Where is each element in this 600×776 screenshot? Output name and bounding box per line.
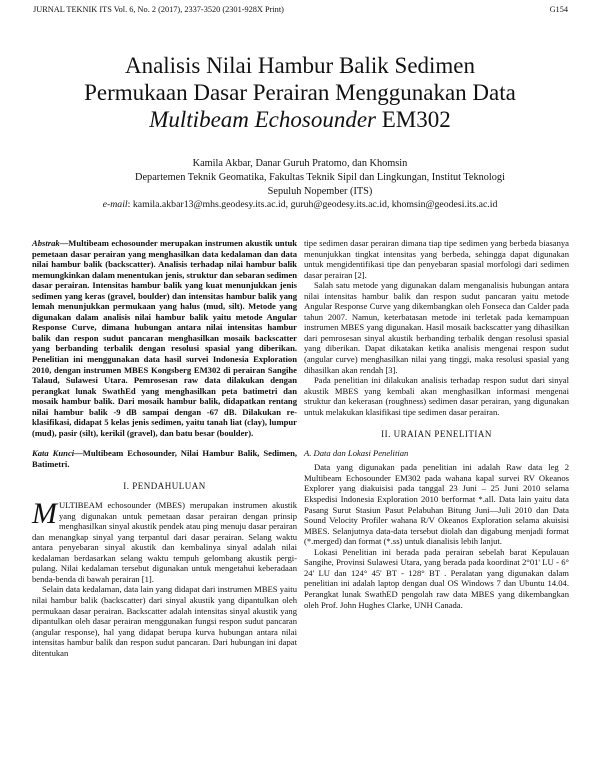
- subsection-a-heading: A. Data dan Lokasi Penelitian: [304, 447, 409, 458]
- title-line-3: [40, 107, 560, 133]
- keywords-label: Kata Kunci: [32, 448, 75, 459]
- right-paragraph-3: Pada penelitian ini dilakukan analisis terhadap respon sudut dari sinyal akustik MBES yang kembali akan menghasilkan informasi mengenai struktur dan kekerasan (roughness) sedimen dasar perairan, yang digunakan untuk melakukan klasifikasi tipe sedimen dasar perairan.: [304, 375, 569, 417]
- affiliation: Departemen Teknik Geomatika, Fakultas Teknik Sipil dan Lingkungan, Institut Teknologi Sepuluh Nopember (ITS): [135, 172, 505, 197]
- title-model: EM302: [376, 107, 451, 132]
- section-2-heading: II. URAIAN PENELITIAN: [381, 429, 492, 440]
- intro-paragraph-1: [32, 497, 297, 584]
- right-paragraph-4: Data yang digunakan pada penelitian ini adalah Raw data leg 2 Multibeam Echosounder EM302 pada wahana kapal survei RV Okeanos Explorer yang diakuisisi pada tanggal 23 Juni – 25 Juni 2010 selama Ekspedisi Indonesia Exploration 2010 berformat *.all. Data lain yaitu data Pasang Surut Stasiun Pasut Pelabuhan Bitung Juni—Juli 2010 dan Data Sound Velocity Profiler wahana R/V Okeanos Exploration selama akuisisi MBES. Selanjutnya data-data tersebut diolah dan digabung menjadi format (*.merged) dan format (*.ss) untuk dianalisis lebih lanjut.: [304, 462, 569, 547]
- page-code: G154: [549, 5, 568, 14]
- running-header: [33, 5, 568, 14]
- abstract-text: —Multibeam echosounder merupakan instrumen akustik untuk pemetaan dasar perairan yang menghasilkan data kedalaman dan data nilai hambur balik (backscatter). Analisis terhadap nilai hambur balik memungkinkan dalam menentukan jenis, struktur dan sebaran sedimen dasar perairan. Intensitas hambur balik yang kuat menunjukkan jenis sedimen yang keras (gravel, boulder) dan intensitas hambur balik yang lemah menunjukkan permukaan yang halus (mud, silt). Metode yang digunakan dalam analisis nilai hambur balik yaitu metode Angular Response Curve, dimana hubungan antara nilai intensitas hambur balik dan respon sudut pancaran menghasilkan mosaik backscatter yang berbanding terbalik dengan resolusi spasial yang diberikan. Penelitian ini menggunakan data hasil survei Indonesia Exploration 2010, dengan instrumen MBES Kongsberg EM302 di perairan Sangihe Talaud, Sulawesi Utara. Pemrosesan raw data dilakukan dengan perangkat lunak SwathEd yang menghasilkan peta batimetri dan mosaik hambur balik. Dari mosaik hambur balik, didapatkan rentang nilai hambur balik -9 dB sampai dengan -67 dB. Dilakukan re-klasifikasi, didapat 5 kelas jenis sedimen, yaitu tanah liat (clay), lumpur (mud), pasir (silt), kerikil (gravel), dan batu besar (boulder).: [32, 238, 297, 438]
- drop-cap: M: [32, 497, 57, 531]
- title-line-2: Permukaan Dasar Perairan Menggunakan Data: [84, 80, 516, 105]
- abstract-label: Abstrak: [32, 238, 60, 248]
- right-continuation-paragraph: tipe sedimen dasar perairan dimana tiap tipe sedimen yang berbeda biasanya menunjukkan tingkat intensitas yang berbeda, sehingga dapat digunakan untuk mengidentifikasi tipe dan penyebaran spasial morfologi dari sedimen dasar perairan [2].: [304, 238, 569, 280]
- title-line-1: Analisis Nilai Hambur Balik Sedimen: [124, 53, 476, 78]
- keywords: [32, 448, 297, 469]
- right-column: [304, 238, 569, 610]
- left-column: [32, 238, 297, 658]
- journal-citation: JURNAL TEKNIK ITS Vol. 6, No. 2 (2017), 2337-3520 (2301-928X Print): [33, 5, 284, 14]
- intro-p1-text: ULTIBEAM echosounder (MBES) merupakan instrumen akustik yang digunakan untuk pemetaan dasar perairan dengan prinsip menghasilkan sinyal akustik pendek atau ping menuju dasar perairan dan menangkap sinyal yang terpantul dari dasar perairan. Selang waktu antara penyebaran sinyal akustik dan kembalinya sinyal adalah nilai kedalaman berdasarkan selang waktu tempuh gelombang akustik pergi-pulang. Nilai kedalaman tersebut digunakan untuk mengetahui keberadaan benda-benda di bawah perairan [1].: [32, 500, 297, 584]
- email-label: e-mail: [102, 199, 128, 210]
- authors: Kamila Akbar, Danar Guruh Pratomo, dan Khomsin: [192, 158, 408, 169]
- section-1-heading: I. PENDAHULUAN: [123, 481, 206, 492]
- right-paragraph-5: Lokasi Penelitian ini berada pada perairan sebelah barat Kepulauan Sangihe, Provinsi Sulawesi Utara, yang berada pada koordinat 2°01' LU - 6° 24' LU dan 124° 45' BT - 128° BT . Peralatan yang digunakan dalam penelitian ini adalah laptop dengan dual OS Windows 7 dan Ubuntu 14.04. Perangkat lunak SwathED pengolah raw data MBES yang dikembangkan oleh Prof. John Hughes Clarke, UNH Canada.: [304, 546, 569, 610]
- right-paragraph-2: Salah satu metode yang digunakan dalam menganalisis hubungan antara nilai intensitas hambur balik dan respon sudut pancaran yaitu metode Angular Response Curve yang dikembangkan oleh Fonseca dan Calder pada tahun 2007. Namun, keterbatasan metode ini terletak pada kemampuan instrumen MBES yang digunakan. Hasil mosaik backscatter yang dihasilkan dari pemrosesan sinyal akustik berbanding terbalik dengan resolusi spasial yang diberikan. Dapat dikatakan ketika analisis mengenai respon sudut (angular curve) menghasilkan nilai yang tinggi, maka resolusi spasial yang dihasilkan akan rendah [3].: [304, 280, 569, 375]
- title-italic: Multibeam Echosounder: [149, 107, 376, 132]
- email-addresses[interactable]: : kamila.akbar13@mhs.geodesy.its.ac.id, guruh@geodesy.its.ac.id, khomsin@geodesi.its.ac.id: [127, 199, 498, 210]
- email-line: [0, 198, 600, 211]
- keywords-text: —Multibeam Echosounder, Nilai Hambur Balik, Sedimen, Batimetri.: [32, 448, 298, 469]
- abstract: [32, 238, 297, 438]
- intro-paragraph-2: Selain data kedalaman, data lain yang didapat dari instrumen MBES yaitu nilai hambur balik (backscatter) dari sinyal akustik yang dipantulkan oleh permukaan dasar perairan. Backscatter adalah intensitas sinyal akustik yang dipantulkan oleh dasar perairan menggunakan fungsi respon sudut pancaran (angular response), hal yang didapat berupa kurva hubungan antara nilai intensitas hambur balik dan respon sudut pancaran. Dari hubungan ini dapat ditentukan: [32, 584, 297, 658]
